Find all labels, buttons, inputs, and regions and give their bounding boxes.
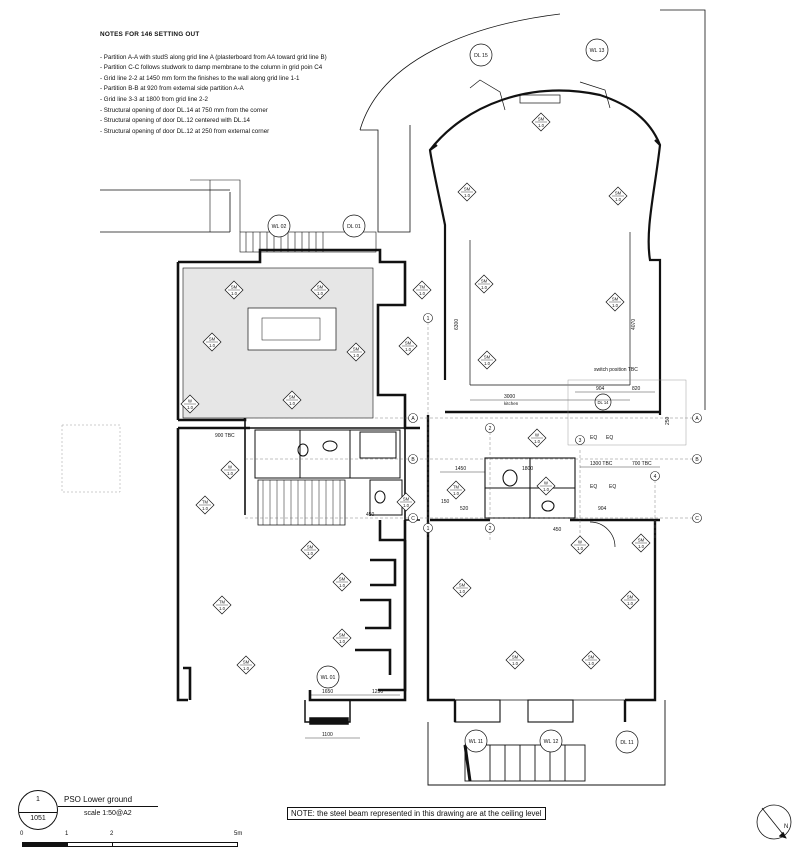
dim-450: 450 xyxy=(366,512,375,518)
dim-eq: EQ xyxy=(606,435,614,441)
marker-code: SM xyxy=(463,186,471,192)
scale-label: 2 xyxy=(110,831,114,837)
marker-value: 1.0 xyxy=(543,487,549,492)
tag-label: WL 12 xyxy=(543,739,559,745)
marker-code: TM xyxy=(418,284,426,290)
window-tag xyxy=(317,666,339,688)
tag-label: WL 01 xyxy=(320,675,336,681)
note-item: - Structural opening of door DL.12 centered with DL.14 xyxy=(100,116,327,127)
grid-label-c: C xyxy=(411,516,415,522)
drawing-name: PSO Lower ground xyxy=(64,795,133,804)
marker-code: SM xyxy=(480,278,488,284)
marker-code: SM xyxy=(306,544,314,550)
title-underline xyxy=(58,806,158,807)
scale-bar xyxy=(22,832,242,848)
tag-label: WL 13 xyxy=(589,48,605,54)
marker-value: 1.0 xyxy=(419,291,425,296)
spot-light-marker xyxy=(478,351,496,369)
marker-value: 1.0 xyxy=(484,361,490,366)
marker-code: SM xyxy=(587,654,595,660)
marker-code: SM xyxy=(402,496,410,502)
door-tag xyxy=(470,44,492,66)
track-light-marker xyxy=(447,481,465,499)
boundary-curve xyxy=(360,14,560,130)
tag-label: DL 01 xyxy=(347,224,361,230)
marker-value: 1.0 xyxy=(202,506,208,511)
notes-title: NOTES FOR 146 SETTING OUT xyxy=(100,31,200,38)
scale-label: 1 xyxy=(65,831,69,837)
marker-value: 1.0 xyxy=(353,353,359,358)
tag-label: WL 11 xyxy=(468,739,484,745)
marker-value: 1.0 xyxy=(534,439,540,444)
scale-label: 5m xyxy=(234,831,243,837)
boundary-line xyxy=(660,10,705,410)
scale-segment xyxy=(22,842,68,847)
dim-1450: 1450 xyxy=(455,466,467,472)
drawing-reference-bubble xyxy=(18,790,58,830)
dim-6300: 6300 xyxy=(454,318,460,330)
marker-value: 1.0 xyxy=(453,491,459,496)
marker-value: 1.0 xyxy=(405,347,411,352)
dim-1250: 1250 xyxy=(372,689,384,695)
marker-value: 1.0 xyxy=(588,661,594,666)
grid-label-a: A xyxy=(695,416,699,422)
dim-1300: 1300 TBC xyxy=(590,461,613,467)
dim-904: 904 xyxy=(598,506,607,512)
spot-light-marker xyxy=(606,293,624,311)
spot-light-marker xyxy=(333,629,351,647)
marker-value: 1.0 xyxy=(481,285,487,290)
spot-light-marker xyxy=(621,591,639,609)
note-item: - Structural opening of door DL.14 at 750 mm from the corner xyxy=(100,106,327,117)
spot-light-marker xyxy=(632,534,650,552)
title-block xyxy=(18,790,298,830)
marker-value: 1.0 xyxy=(187,405,193,410)
marker-code: SM xyxy=(511,654,519,660)
marker-code: SM xyxy=(611,296,619,302)
tag-label: DL 11 xyxy=(620,740,634,746)
marker-value: 1.0 xyxy=(219,606,225,611)
marker-code: W xyxy=(535,432,539,438)
grid-label-1: 1 xyxy=(426,316,430,322)
dim-900: 900 TBC xyxy=(215,433,235,439)
marker-code: W xyxy=(188,398,192,404)
door-tag xyxy=(595,394,611,410)
dim-3000: 3000 xyxy=(504,394,516,400)
spot-light-marker xyxy=(475,275,493,293)
spot-light-marker xyxy=(582,651,600,669)
marker-code: SM xyxy=(230,284,238,290)
dim-700: 700 TBC xyxy=(632,461,652,467)
marker-value: 1.0 xyxy=(339,583,345,588)
tag-label: DL 15 xyxy=(474,53,488,59)
grid-label-2: 2 xyxy=(488,426,492,432)
note-item: - Grid line 3-3 at 1800 from grid line 2-2 xyxy=(100,95,327,106)
marker-value: 1.0 xyxy=(403,503,409,508)
spot-light-marker xyxy=(506,651,524,669)
marker-code: SM xyxy=(626,594,634,600)
sheet-number: 1 xyxy=(36,796,40,803)
marker-code: SM xyxy=(483,354,491,360)
note-item: - Grid line 2-2 at 1450 mm form the finishes to the wall along grid line 1-1 xyxy=(100,74,327,85)
marker-value: 1.0 xyxy=(307,551,313,556)
marker-value: 1.0 xyxy=(243,666,249,671)
tag-label: DL 14 xyxy=(597,400,609,405)
rear-room-walls xyxy=(428,415,660,722)
grid-label-a: A xyxy=(411,416,415,422)
marker-code: SM xyxy=(352,346,360,352)
label-kitchen: kitchen xyxy=(504,401,519,406)
scale-segment xyxy=(67,842,113,847)
front-steps xyxy=(305,700,350,724)
scale-label: 0 xyxy=(20,831,24,837)
paper-size: @A2 xyxy=(116,810,132,817)
marker-value: 1.0 xyxy=(615,197,621,202)
spot-light-marker xyxy=(453,579,471,597)
marker-code: SM xyxy=(338,632,346,638)
boundary-line xyxy=(100,190,230,232)
dim-904: 904 xyxy=(596,386,605,392)
spot-light-marker xyxy=(237,656,255,674)
note-item: - Structural opening of door DL.12 at 250 from external corner xyxy=(100,127,327,138)
track-light-marker xyxy=(196,496,214,514)
note-item: - Partition A-A with studS along grid line A (plasterboard from AA toward grid line B) xyxy=(100,53,327,64)
marker-value: 1.0 xyxy=(512,661,518,666)
marker-value: 1.0 xyxy=(459,589,465,594)
scale-segment xyxy=(112,842,238,847)
marker-value: 1.0 xyxy=(538,123,544,128)
spot-light-marker xyxy=(301,541,319,559)
marker-code: SM xyxy=(637,537,645,543)
tag-label: WL 02 xyxy=(271,224,287,230)
spot-light-marker xyxy=(609,187,627,205)
drawing-scale: scale 1:50 xyxy=(84,810,116,817)
track-light-marker xyxy=(213,596,231,614)
spot-light-marker xyxy=(532,113,550,131)
marker-value: 1.0 xyxy=(289,401,295,406)
drawing-number: 1051 xyxy=(19,812,57,822)
marker-value: 1.0 xyxy=(231,291,237,296)
spot-light-marker xyxy=(458,183,476,201)
marker-code: SM xyxy=(458,582,466,588)
neighbour-outline xyxy=(62,425,120,492)
spot-light-marker xyxy=(397,493,415,511)
marker-value: 1.0 xyxy=(339,639,345,644)
marker-code: SM xyxy=(537,116,545,122)
marker-value: 1.0 xyxy=(209,343,215,348)
marker-code: TM xyxy=(452,484,460,490)
marker-value: 1.0 xyxy=(627,601,633,606)
dim-1650: 1650 xyxy=(322,689,334,695)
marker-code: SM xyxy=(614,190,622,196)
marker-value: 1.0 xyxy=(577,546,583,551)
marker-code: TM xyxy=(218,599,226,605)
grid-label-4: 4 xyxy=(653,474,657,480)
marker-value: 1.0 xyxy=(638,544,644,549)
dim-eq: EQ xyxy=(590,484,598,490)
dim-1800: 1800 xyxy=(522,466,534,472)
dim-eq: EQ xyxy=(609,484,617,490)
door-tag xyxy=(616,731,638,753)
dim-4070: 4070 xyxy=(631,318,637,330)
marker-code: SM xyxy=(316,284,324,290)
marker-code: W xyxy=(544,480,548,486)
svg-text:N: N xyxy=(784,824,789,830)
dim-250: 250 xyxy=(665,416,671,425)
marker-value: 1.0 xyxy=(227,471,233,476)
label-switch-position: switch position TBC xyxy=(594,367,638,373)
marker-value: 1.0 xyxy=(317,291,323,296)
grid-label-b: B xyxy=(411,457,415,463)
north-arrow xyxy=(757,805,791,839)
marker-code: SM xyxy=(242,659,250,665)
wall-light-marker xyxy=(537,477,555,495)
wall-light-marker xyxy=(571,536,589,554)
spot-light-marker xyxy=(399,337,417,355)
boundary-line xyxy=(360,125,410,232)
marker-code: SM xyxy=(338,576,346,582)
note-item: - Partition B-B at 920 from external side partition A-A xyxy=(100,84,327,95)
note-item: - Partition C-C follows studwork to damp membrane to the column in grid poin C4 xyxy=(100,63,327,74)
dim-eq: EQ xyxy=(590,435,598,441)
dim-1100: 1100 xyxy=(322,732,333,738)
marker-code: SM xyxy=(208,336,216,342)
wall-light-marker xyxy=(221,461,239,479)
lower-stair xyxy=(263,480,340,525)
dim-150: 150 xyxy=(441,499,450,505)
door-tag xyxy=(343,215,365,237)
dim-820: 820 xyxy=(632,386,641,392)
marker-code: SM xyxy=(288,394,296,400)
marker-value: 1.0 xyxy=(612,303,618,308)
notes-list xyxy=(100,53,327,138)
grid-label-c: C xyxy=(695,516,699,522)
marker-code: W xyxy=(228,464,232,470)
dim-520: 520 xyxy=(460,506,469,512)
grid-label-2: 2 xyxy=(488,526,492,532)
marker-value: 1.0 xyxy=(464,193,470,198)
window-tag xyxy=(540,730,562,752)
marker-code: SM xyxy=(404,340,412,346)
wall-light-marker xyxy=(528,429,546,447)
marker-code: W xyxy=(578,539,582,545)
track-light-marker xyxy=(413,281,431,299)
beam-note: NOTE: the steel beam represented in this drawing are at the ceiling level xyxy=(287,807,546,820)
spot-light-marker xyxy=(333,573,351,591)
window-tag xyxy=(465,730,487,752)
marker-code: TM xyxy=(201,499,209,505)
dim-450: 450 xyxy=(553,527,562,533)
corridor-walls xyxy=(245,420,420,520)
window-tag xyxy=(268,215,290,237)
grid-label-1: 1 xyxy=(426,526,430,532)
grid-label-3: 3 xyxy=(578,438,582,444)
grid-label-b: B xyxy=(695,457,699,463)
window-tag xyxy=(586,39,608,61)
setting-out-notes xyxy=(100,30,327,137)
